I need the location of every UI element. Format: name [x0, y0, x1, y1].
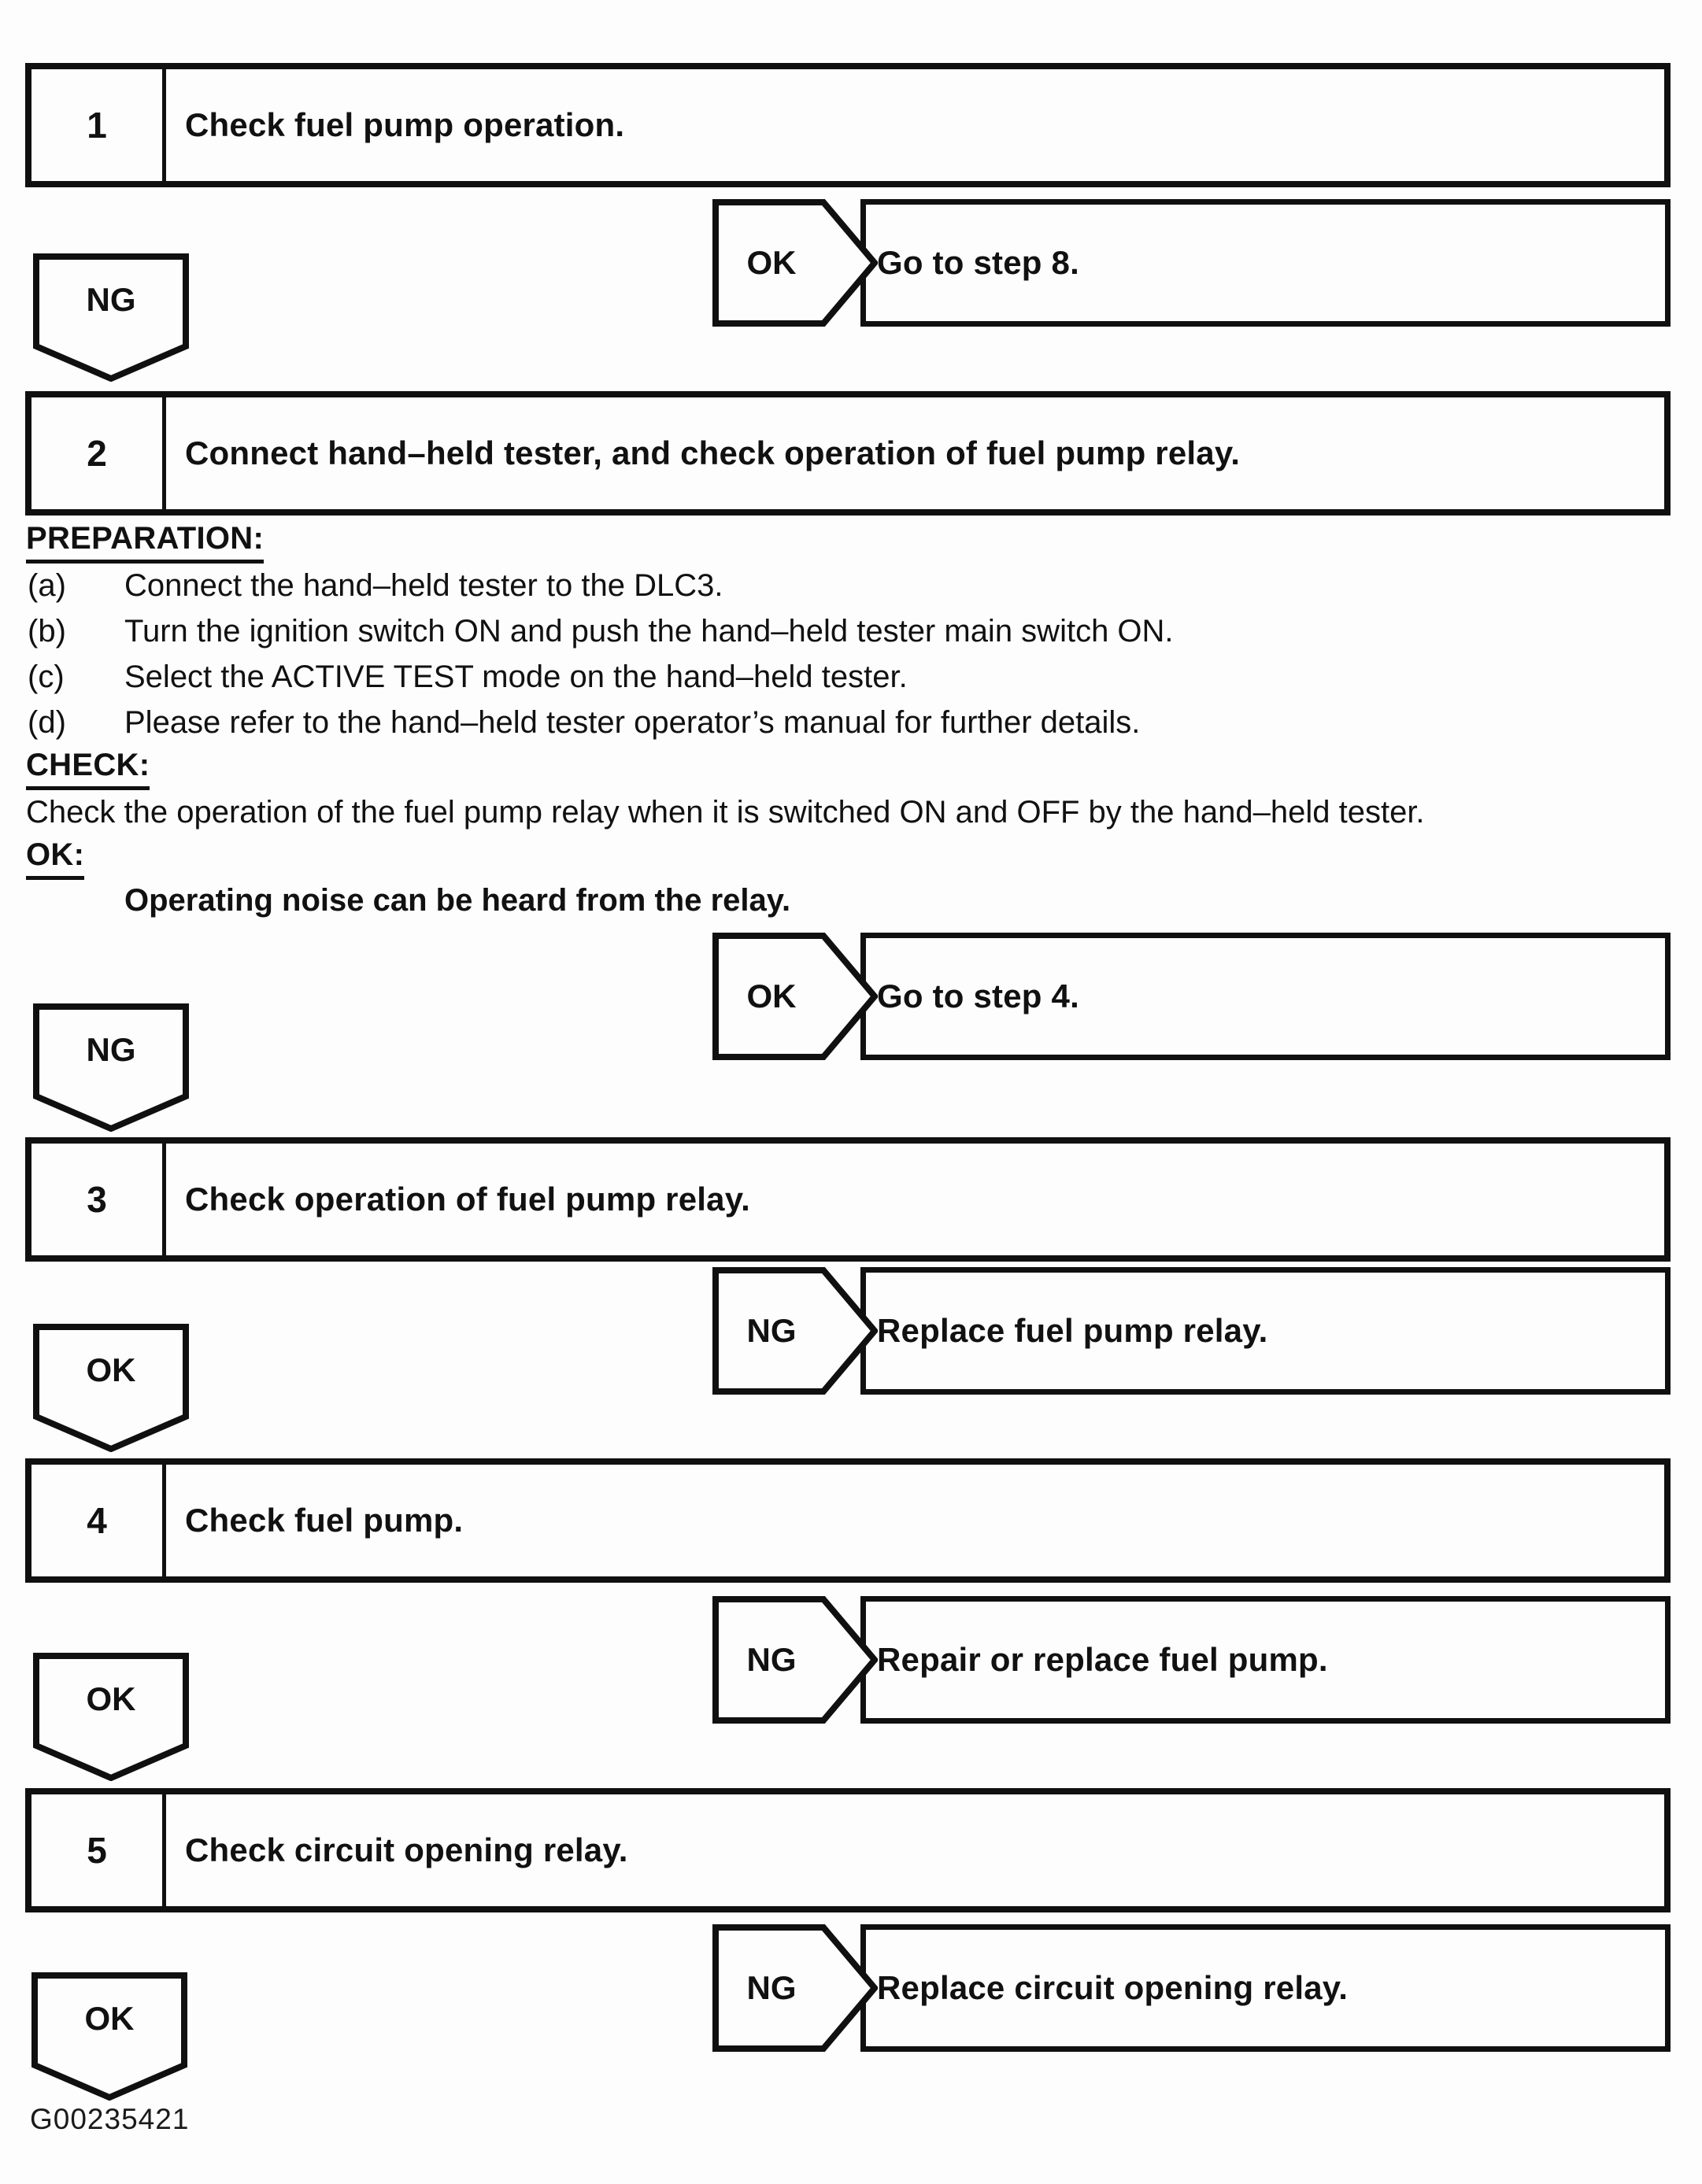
branch-label: NG [746, 1969, 797, 2006]
prep-item-d [28, 705, 1673, 741]
branch-label: OK [746, 244, 797, 281]
branch-result-text: Repair or replace fuel pump. [877, 1641, 1328, 1678]
check-heading-text: CHECK: [26, 748, 150, 790]
ok-heading [26, 837, 84, 880]
prep-item-text: Please refer to the hand–held tester operator’s manual for further details. [124, 705, 1141, 740]
branch-row-ng-replace-fuel-pump-relay [712, 1267, 1671, 1395]
step-box-3 [25, 1137, 1671, 1262]
branch-row-ok-go-to-step-8 [712, 199, 1671, 327]
branch-result-text: Go to step 8. [877, 244, 1079, 281]
prep-item-label: (b) [28, 614, 66, 649]
step-title: Check fuel pump operation. [185, 106, 625, 143]
ok-text: Operating noise can be heard from the relay. [124, 883, 791, 918]
prep-item-text: Select the ACTIVE TEST mode on the hand–held tester. [124, 660, 908, 694]
preparation-heading [26, 521, 264, 564]
step-number: 2 [31, 397, 166, 509]
step-title: Check fuel pump. [185, 1502, 464, 1539]
branch-result-box [860, 933, 1671, 1060]
ok-heading-text: OK: [26, 837, 84, 880]
branch-label: NG [746, 1312, 797, 1349]
branch-label: NG [746, 1641, 797, 1678]
step-title: Check circuit opening relay. [185, 1831, 628, 1868]
prep-item-text: Turn the ignition switch ON and push the hand–held tester main switch ON. [124, 614, 1174, 649]
branch-row-ng-replace-circuit-opening-relay [712, 1924, 1671, 2052]
step-title: Connect hand–held tester, and check operation of fuel pump relay. [185, 434, 1241, 471]
step-number: 1 [31, 69, 166, 181]
connector-ng-2 [33, 1003, 189, 1132]
step-number: 3 [31, 1144, 166, 1255]
prep-item-label: (c) [28, 660, 65, 694]
check-heading [26, 748, 150, 790]
preparation-heading-text: PREPARATION: [26, 521, 264, 564]
step-number: 5 [31, 1794, 166, 1906]
branch-result-box [860, 1267, 1671, 1395]
connector-ng-1 [33, 253, 189, 382]
connector-label: OK [84, 2000, 135, 2037]
step-title: Check operation of fuel pump relay. [185, 1181, 751, 1218]
figure-id: G00235421 [30, 2103, 190, 2135]
step-box-1 [25, 63, 1671, 187]
step-box-2 [25, 391, 1671, 516]
branch-row-ng-repair-or-replace-fuel-pump [712, 1596, 1671, 1724]
connector-label: NG [86, 1031, 136, 1068]
step-number: 4 [31, 1465, 166, 1576]
connector-label: OK [86, 1680, 136, 1717]
connector-label: NG [86, 281, 136, 318]
connector-ok-2 [33, 1653, 189, 1781]
prep-item-c [28, 660, 1673, 695]
prep-item-text: Connect the hand–held tester to the DLC3. [124, 568, 723, 603]
step-box-5 [25, 1788, 1671, 1912]
branch-result-box [860, 199, 1671, 327]
branch-result-text: Replace fuel pump relay. [877, 1312, 1268, 1349]
branch-label: OK [746, 977, 797, 1014]
connector-ok-1 [33, 1324, 189, 1452]
branch-result-text: Replace circuit opening relay. [877, 1969, 1349, 2006]
prep-item-b [28, 614, 1673, 649]
connector-label: OK [86, 1351, 136, 1388]
branch-result-box [860, 1596, 1671, 1724]
connector-ok-3 [31, 1972, 187, 2101]
branch-result-text: Go to step 4. [877, 977, 1079, 1014]
branch-row-ok-go-to-step-4 [712, 933, 1671, 1060]
branch-result-box [860, 1924, 1671, 2052]
prep-item-a [28, 568, 1673, 604]
step-box-4 [25, 1458, 1671, 1583]
prep-item-label: (a) [28, 568, 66, 603]
check-text: Check the operation of the fuel pump relay when it is switched ON and OFF by the hand–held tester. [26, 795, 1425, 830]
prep-item-label: (d) [28, 705, 66, 740]
